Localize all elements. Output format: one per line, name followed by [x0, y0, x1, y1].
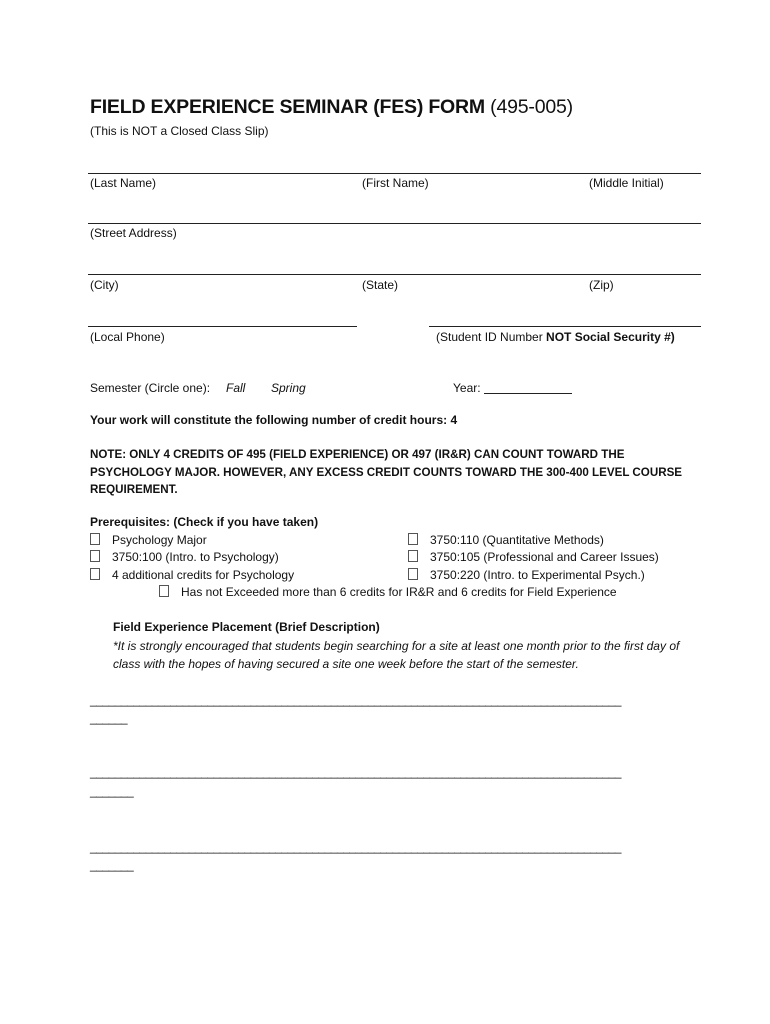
- answer-line[interactable]: _______: [90, 784, 134, 798]
- prereq-item[interactable]: [159, 585, 617, 599]
- form-title-main: FIELD EXPERIENCE SEMINAR (FES) FORM: [90, 96, 485, 118]
- student-id-label-text: (Student ID Number: [436, 330, 547, 344]
- street-address-line[interactable]: [88, 223, 701, 224]
- prerequisites-heading: Prerequisites: (Check if you have taken): [90, 515, 319, 529]
- checkbox-icon[interactable]: [408, 550, 418, 562]
- local-phone-line[interactable]: [88, 326, 357, 327]
- prereq-item[interactable]: [90, 533, 207, 547]
- name-line[interactable]: [88, 173, 701, 174]
- student-id-warning: NOT Social Security #): [546, 330, 675, 344]
- year-label: Year:: [453, 381, 481, 395]
- answer-line[interactable]: _______: [90, 858, 134, 872]
- checkbox-icon[interactable]: [90, 533, 100, 545]
- form-title: [90, 96, 573, 119]
- semester-label: Semester (Circle one):: [90, 381, 211, 395]
- prereq-item[interactable]: [90, 550, 279, 564]
- prereq-label: 4 additional credits for Psychology: [112, 568, 295, 582]
- prereq-label: Has not Exceeded more than 6 credits for IR&R and 6 credits for Field Experience: [181, 585, 617, 599]
- placement-heading: Field Experience Placement (Brief Description): [113, 620, 380, 634]
- prereq-label: Psychology Major: [112, 533, 207, 547]
- answer-line[interactable]: ______________________________________________________________________________________: [90, 765, 621, 779]
- last-name-label: (Last Name): [90, 176, 157, 190]
- prereq-label: 3750:100 (Intro. to Psychology): [112, 550, 279, 564]
- credit-note: NOTE: ONLY 4 CREDITS OF 495 (FIELD EXPERIENCE) OR 497 (IR&R) CAN COUNT TOWARD THE PSYCHOLOGY MAJOR. HOWEVER, ANY EXCESS CREDIT COUNTS TOWARD THE 300-400 LEVEL COURSE REQUIREMENT.: [90, 448, 683, 496]
- year-field: [453, 381, 572, 395]
- checkbox-icon[interactable]: [408, 568, 418, 580]
- prereq-label: 3750:110 (Quantitative Methods): [430, 533, 604, 547]
- answer-line[interactable]: ______: [90, 711, 128, 725]
- checkbox-icon[interactable]: [90, 550, 100, 562]
- form-course-code: (495-005): [490, 96, 573, 118]
- local-phone-label: (Local Phone): [90, 330, 165, 344]
- student-id-label: [436, 330, 675, 344]
- zip-label: (Zip): [589, 278, 614, 292]
- answer-line[interactable]: ______________________________________________________________________________________: [90, 840, 621, 854]
- semester-option-spring[interactable]: Spring: [271, 381, 306, 395]
- city-label: (City): [90, 278, 119, 292]
- checkbox-icon[interactable]: [408, 533, 418, 545]
- checkbox-icon[interactable]: [159, 585, 169, 597]
- state-label: (State): [362, 278, 399, 292]
- first-name-label: (First Name): [362, 176, 429, 190]
- middle-initial-label: (Middle Initial): [589, 176, 664, 190]
- prereq-item[interactable]: [90, 568, 294, 582]
- credit-hours-statement: Your work will constitute the following number of credit hours: 4: [90, 413, 458, 427]
- city-state-zip-line[interactable]: [88, 274, 701, 275]
- street-address-label: (Street Address): [90, 226, 177, 240]
- prereq-label: 3750:220 (Intro. to Experimental Psych.): [430, 568, 645, 582]
- semester-option-fall[interactable]: Fall: [226, 381, 246, 395]
- placement-note: *It is strongly encouraged that students begin searching for a site at least one month prior to the first day of class with the hopes of having secured a site one week before the start of the semester.: [113, 639, 680, 671]
- form-subtitle: (This is NOT a Closed Class Slip): [90, 124, 269, 138]
- checkbox-icon[interactable]: [90, 568, 100, 580]
- student-id-line[interactable]: [429, 326, 701, 327]
- year-input-line[interactable]: [484, 382, 572, 394]
- answer-line[interactable]: ______________________________________________________________________________________: [90, 693, 621, 707]
- prereq-label: 3750:105 (Professional and Career Issues): [430, 550, 659, 564]
- prereq-item[interactable]: [408, 550, 659, 564]
- prereq-item[interactable]: [408, 533, 604, 547]
- prereq-item[interactable]: [408, 568, 645, 582]
